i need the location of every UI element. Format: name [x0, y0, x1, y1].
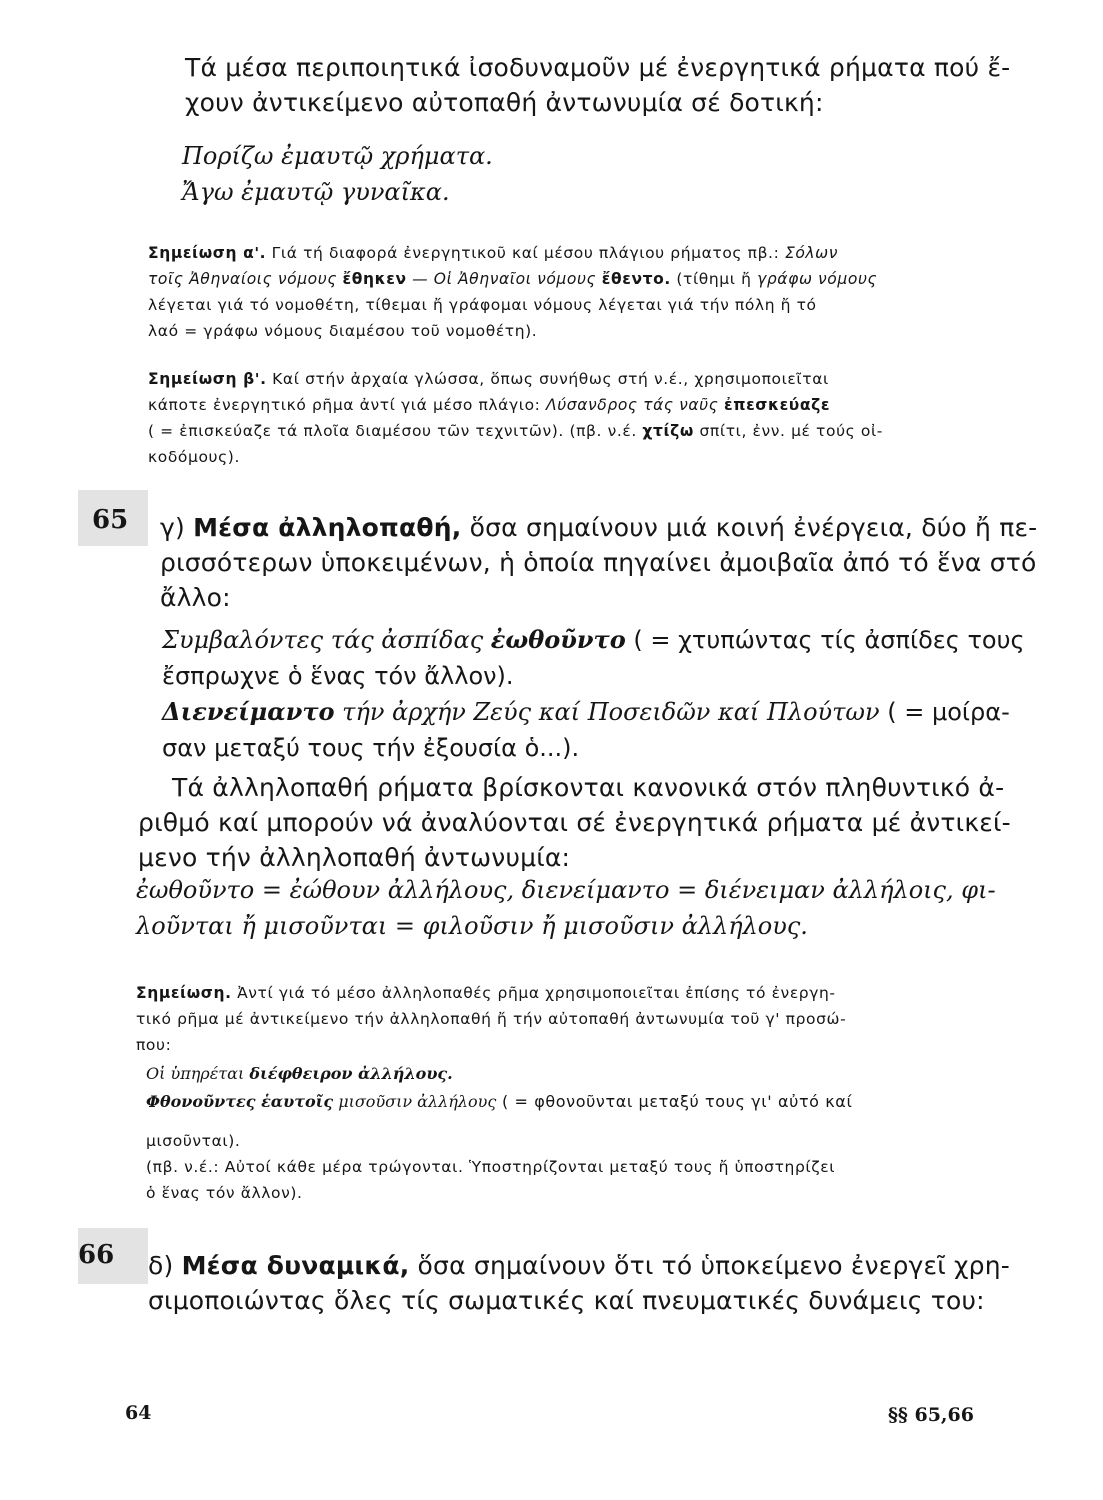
note-a-label: Σημείωση α'.: [148, 244, 267, 262]
section-reference: §§ 65,66: [888, 1404, 974, 1426]
note-65-ex2-cont: μισοῦνται).: [146, 1132, 241, 1150]
note-65-examples: [146, 1060, 852, 1116]
intro-paragraph: [185, 50, 1010, 120]
note-65-text-1: Ἀντί γιά τό μέσο ἀλληλοπαθές ρῆμα χρησιμοποιεῖται ἐπίσης τό ἐνεργη-: [231, 984, 836, 1002]
s65-ex1-gloss: ( = χτυπώντας τίς ἀσπίδες τους: [625, 626, 1025, 654]
n65-ex1-verb: διέφθειρον ἀλλήλους.: [249, 1064, 453, 1083]
intro-example-2: Ἄγω ἐμαυτῷ γυναῖκα.: [182, 178, 450, 206]
note-a-example-3: — Οἱ Ἀθηναῖοι νόμους: [406, 270, 602, 288]
note-a: [148, 240, 877, 344]
note-b-text-1: Καί στήν ἀρχαία γλώσσα, ὅπως συνήθως στή ν.έ., χρησιμοποιεῖται: [266, 370, 829, 388]
s65-para-line-1: Τά ἀλληλοπαθή ρήματα βρίσκονται κανονικά στόν πληθυντικό ἀ-: [172, 773, 1005, 802]
note-a-line-2: [148, 266, 877, 292]
section-66-intro: [148, 1248, 1010, 1318]
note-b-text-4: σπίτι, ἐνν. μέ τούς οἰ-: [693, 422, 883, 440]
note-b-example: Λύσανδρος τάς ναῦς: [546, 396, 724, 414]
section-66-line-1: [148, 1248, 1010, 1283]
s65-eq-line-2: λοῦνται ἤ μισοῦνται = φιλοῦσιν ἤ μισοῦσιν ἀλλήλους.: [136, 912, 808, 940]
note-65-comparison: [146, 1128, 835, 1206]
s65-eq-line-1: ἐωθοῦντο = ἐώθουν ἀλλήλους, διενείμαντο = διένειμαν ἀλλήλοις, φι-: [136, 876, 996, 904]
note-65-line-3: που:: [136, 1036, 172, 1054]
note-65-label: Σημείωση.: [136, 984, 232, 1002]
intro-example-1: Πορίζω ἐμαυτῷ χρήματα.: [182, 142, 493, 170]
section-66-number: 66: [78, 1240, 115, 1270]
note-a-text-1: Γιά τή διαφορά ἐνεργητικοῦ καί μέσου πλάγιου ρήματος πβ.:: [266, 244, 785, 262]
note-a-example-4: γράφω νόμους: [757, 270, 878, 288]
intro-examples: [182, 138, 493, 210]
section-65-examples: [162, 622, 1025, 766]
section-66-line-2: σιμοποιώντας ὅλες τίς σωματικές καί πνευματικές δυνάμεις του:: [148, 1286, 985, 1315]
section-65-text-1: ὅσα σημαίνουν μιά κοινή ἐνέργεια, δύο ἤ πε-: [461, 513, 1038, 542]
n65-ex1-text: Οἱ ὑπηρέται: [146, 1064, 250, 1083]
section-66-title: Μέσα δυναμικά,: [181, 1251, 410, 1280]
s65-ex2-verb: Διενείμαντο: [162, 697, 335, 726]
section-65-example-1-cont: ἔσπρωχνε ὁ ἕνας τόν ἄλλον).: [162, 662, 514, 690]
note-b-line-3: [148, 418, 883, 444]
section-65-number: 65: [92, 505, 129, 535]
note-65-cmp-line-1: (πβ. ν.έ.: Αὐτοί κάθε μέρα τρώγονται. Ὑποστηρίζονται μεταξύ τους ἤ ὑποστηρίζει: [146, 1158, 836, 1176]
note-a-line-4: λαό = γράφω νόμους διαμέσου τοῦ νομοθέτη).: [148, 322, 538, 340]
note-b-line-2: [148, 392, 883, 418]
s65-ex2-gloss: ( = μοίρα-: [879, 698, 1010, 726]
intro-line-2: χουν ἀντικείμενο αὐτοπαθή ἀντωνυμία σέ δοτική:: [185, 88, 824, 117]
note-a-line-1: [148, 240, 877, 266]
n65-ex2-text: μισοῦσιν ἀλλήλους: [333, 1092, 497, 1111]
s65-ex1-text: Συμβαλόντες τάς ἀσπίδας: [162, 626, 491, 654]
section-66-lead: δ): [148, 1251, 182, 1280]
section-66-text-1: ὅσα σημαίνουν ὅτι τό ὑποκείμενο ἐνεργεῖ χρη-: [409, 1251, 1011, 1280]
note-b-verb: ἐπεσκεύαζε: [723, 396, 831, 414]
note-a-example-1: Σόλων: [784, 244, 839, 262]
s65-para-line-2: ριθμό καί μπορούν νά ἀναλύονται σέ ἐνεργητικά ρήματα μέ ἀντικεί-: [138, 808, 1011, 837]
note-a-line-3: λέγεται γιά τό νομοθέτη, τίθεμαι ἤ γράφομαι νόμους λέγεται γιά τήν πόλη ἤ τό: [148, 296, 817, 314]
note-65-cmp-line-2: ὁ ἕνας τόν ἄλλον).: [146, 1184, 303, 1202]
n65-ex2-verb: Φθονοῦντες ἑαυτοῖς: [146, 1092, 334, 1111]
note-65-line-2: τικό ρῆμα μέ ἀντικείμενο τήν ἀλληλοπαθή ἤ τήν αὐτοπαθή ἀντωνυμία τοῦ γ' προσώ-: [136, 1010, 847, 1028]
section-65-example-2: [162, 694, 1025, 730]
section-65-line-3: ἄλλο:: [160, 583, 231, 612]
section-65-line-1: [160, 510, 1037, 545]
note-a-text-2: (τίθημι ἤ: [670, 270, 758, 288]
note-b-text-2: κάποτε ἐνεργητικό ρῆμα ἀντί γιά μέσο πλάγιο:: [148, 396, 547, 414]
note-a-example-2: τοῖς Ἀθηναίοις νόμους: [148, 270, 343, 288]
section-65-intro: [160, 510, 1037, 615]
section-65-title: Μέσα ἀλληλοπαθή,: [193, 513, 462, 542]
s65-ex1-verb: ἐωθοῦντο: [490, 625, 626, 654]
note-65-example-1: [146, 1060, 852, 1088]
note-b: [148, 366, 883, 470]
note-a-verb-1: ἔθηκεν: [342, 270, 407, 288]
note-65: [136, 980, 846, 1058]
note-65-line-1: [136, 980, 846, 1006]
note-b-line-4: κοδόμους).: [148, 448, 240, 466]
s65-para-line-3: μενο τήν ἀλληλοπαθή ἀντωνυμία:: [138, 843, 571, 872]
note-65-example-2: [146, 1088, 852, 1116]
section-65-equivalences: [136, 872, 996, 944]
note-b-label: Σημείωση β'.: [148, 370, 267, 388]
note-b-verb-2: χτίζω: [642, 422, 694, 440]
page-number: 64: [125, 1402, 152, 1424]
intro-line-1: Τά μέσα περιποιητικά ἰσοδυναμοῦν μέ ἐνεργητικά ρήματα πού ἔ-: [185, 53, 1011, 82]
n65-ex2-gloss: ( = φθονοῦνται μεταξύ τους γι' αὐτό καί: [496, 1092, 853, 1111]
section-65-paragraph: [138, 770, 1011, 875]
section-65-lead: γ): [160, 513, 194, 542]
section-65-example-2-cont: σαν μεταξύ τους τήν ἐξουσία ὁ...).: [162, 734, 580, 762]
section-65-line-2: ρισσότερων ὑποκειμένων, ἡ ὁποία πηγαίνει ἀμοιβαῖα ἀπό τό ἕνα στό: [160, 548, 1037, 577]
note-b-text-3: ( = ἐπισκεύαζε τά πλοῖα διαμέσου τῶν τεχνιτῶν). (πβ. ν.έ.: [148, 422, 643, 440]
note-a-verb-2: ἔθεντο.: [601, 270, 671, 288]
s65-ex2-text: τήν ἀρχήν Ζεύς καί Ποσειδῶν καί Πλούτων: [334, 698, 880, 726]
note-b-line-1: [148, 366, 883, 392]
section-65-example-1: [162, 622, 1025, 658]
